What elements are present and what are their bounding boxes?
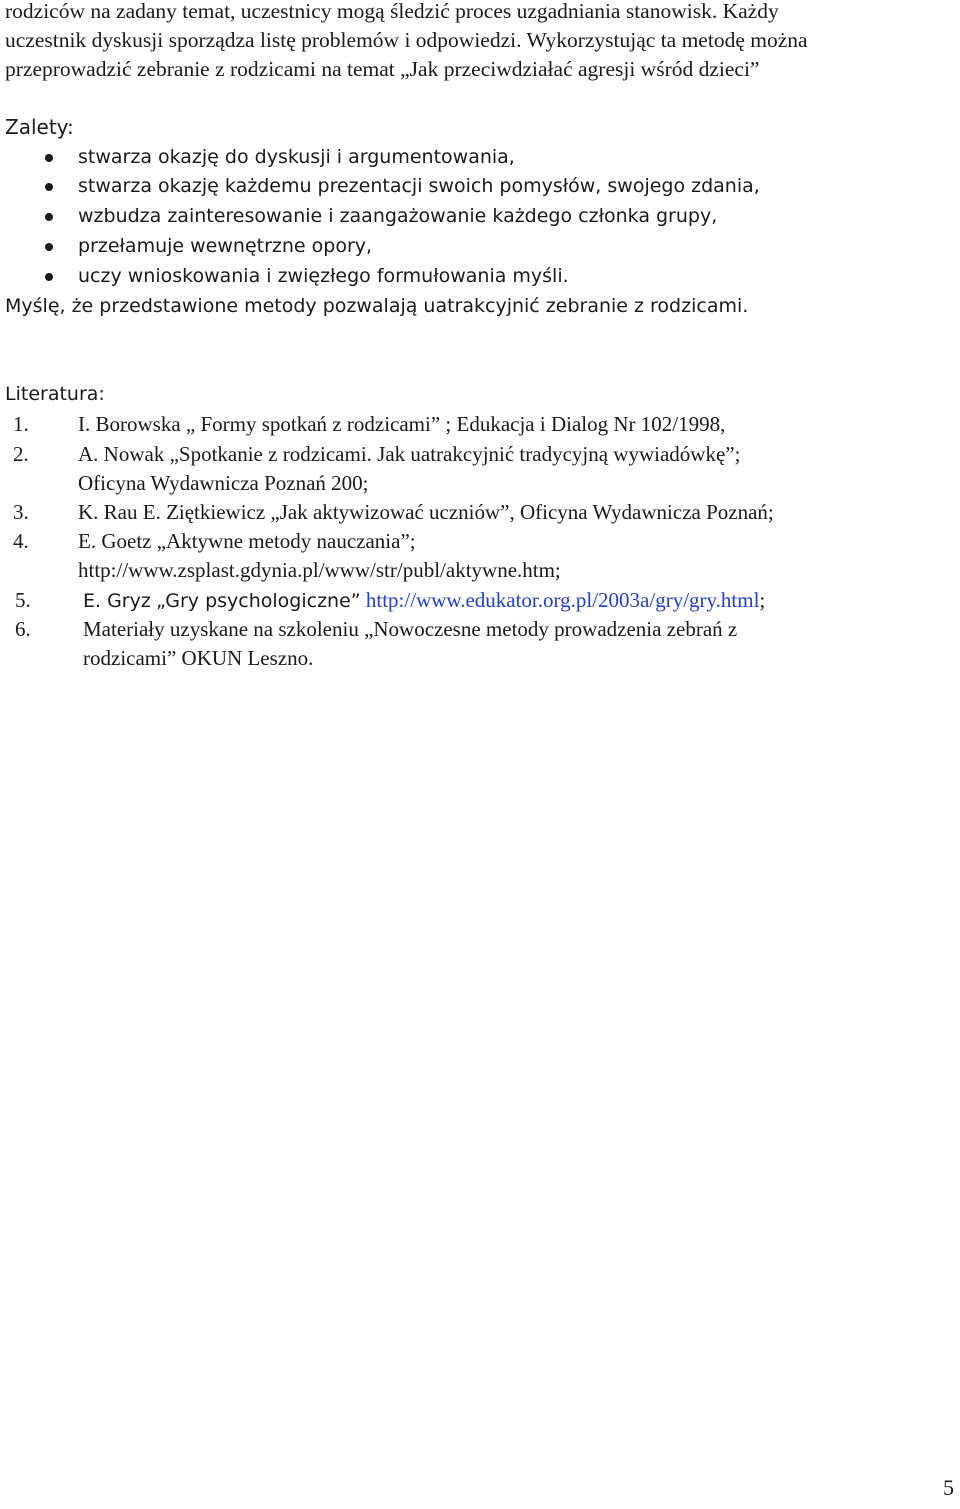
list-item bbox=[5, 232, 955, 261]
list-item-text: uczy wnioskowania i zwięzłego formułowania myśli. bbox=[78, 265, 569, 287]
reference-text: Materiały uzyskane na szkoleniu „Nowoczesne metody prowadzenia zebrań z bbox=[83, 617, 738, 641]
bullet-icon bbox=[45, 213, 53, 221]
intro-line-2: uczestnik dyskusji sporządza listę problemów i odpowiedzi. Wykorzystując ta metodę można bbox=[5, 28, 808, 52]
summary-sentence: Myślę, że przedstawione metody pozwalają uatrakcyjnić zebranie z rodzicami. bbox=[5, 295, 749, 317]
page-number: 5 bbox=[943, 1475, 954, 1500]
reference-continuation: Oficyna Wydawnicza Poznań 200; bbox=[78, 471, 369, 495]
list-item bbox=[5, 262, 955, 291]
reference-number: 5. bbox=[15, 588, 31, 612]
list-item-text: przełamuje wewnętrzne opory, bbox=[78, 235, 373, 257]
intro-line-1: rodziców na zadany temat, uczestnicy mogą śledzić proces uzgadniania stanowisk. Każdy bbox=[5, 0, 779, 23]
reference-link[interactable]: http://www.edukator.org.pl/2003a/gry/gry.html bbox=[365, 588, 760, 612]
reference-continuation: rodzicami” OKUN Leszno. bbox=[83, 646, 314, 670]
reference-text: K. Rau E. Ziętkiewicz „Jak aktywizować uczniów”, Oficyna Wydawnicza Poznań; bbox=[78, 500, 774, 524]
bullet-icon bbox=[45, 243, 53, 251]
list-item-text: stwarza okazję do dyskusji i argumentowania, bbox=[78, 146, 515, 168]
reference-continuation: http://www.zsplast.gdynia.pl/www/str/publ/aktywne.htm; bbox=[78, 558, 561, 582]
reference-number: 1. bbox=[13, 412, 29, 436]
list-item-text: wzbudza zainteresowanie i zaangażowanie każdego członka grupy, bbox=[78, 205, 718, 227]
reference-number: 2. bbox=[13, 442, 29, 466]
bullet-icon bbox=[45, 183, 53, 191]
list-item bbox=[5, 172, 955, 201]
bullet-icon bbox=[45, 273, 53, 281]
reference-tail: ; bbox=[759, 588, 766, 612]
reference-number: 3. bbox=[13, 500, 29, 524]
literature-heading: Literatura: bbox=[5, 383, 105, 405]
intro-line-3: przeprowadzić zebranie z rodzicami na temat „Jak przeciwdziałać agresji wśród dzieci” bbox=[5, 57, 760, 81]
list-item bbox=[5, 143, 955, 172]
reference-text: I. Borowska „ Formy spotkań z rodzicami” ; Edukacja i Dialog Nr 102/1998, bbox=[78, 412, 726, 436]
reference-text: A. Nowak „Spotkanie z rodzicami. Jak uatrakcyjnić tradycyjną wywiadówkę”; bbox=[78, 442, 741, 466]
reference-title: „Gry psychologiczne” bbox=[156, 590, 361, 612]
reference-text: E. Goetz „Aktywne metody nauczania”; bbox=[78, 529, 416, 553]
reference-number: 4. bbox=[13, 529, 29, 553]
bullet-icon bbox=[45, 154, 53, 162]
list-item-text: stwarza okazję każdemu prezentacji swoich pomysłów, swojego zdania, bbox=[78, 175, 760, 197]
advantages-heading: Zalety: bbox=[5, 115, 74, 139]
reference-number: 6. bbox=[15, 617, 31, 641]
reference-text bbox=[83, 586, 765, 616]
list-item bbox=[5, 202, 955, 231]
reference-author: E. Gryz bbox=[83, 590, 151, 612]
